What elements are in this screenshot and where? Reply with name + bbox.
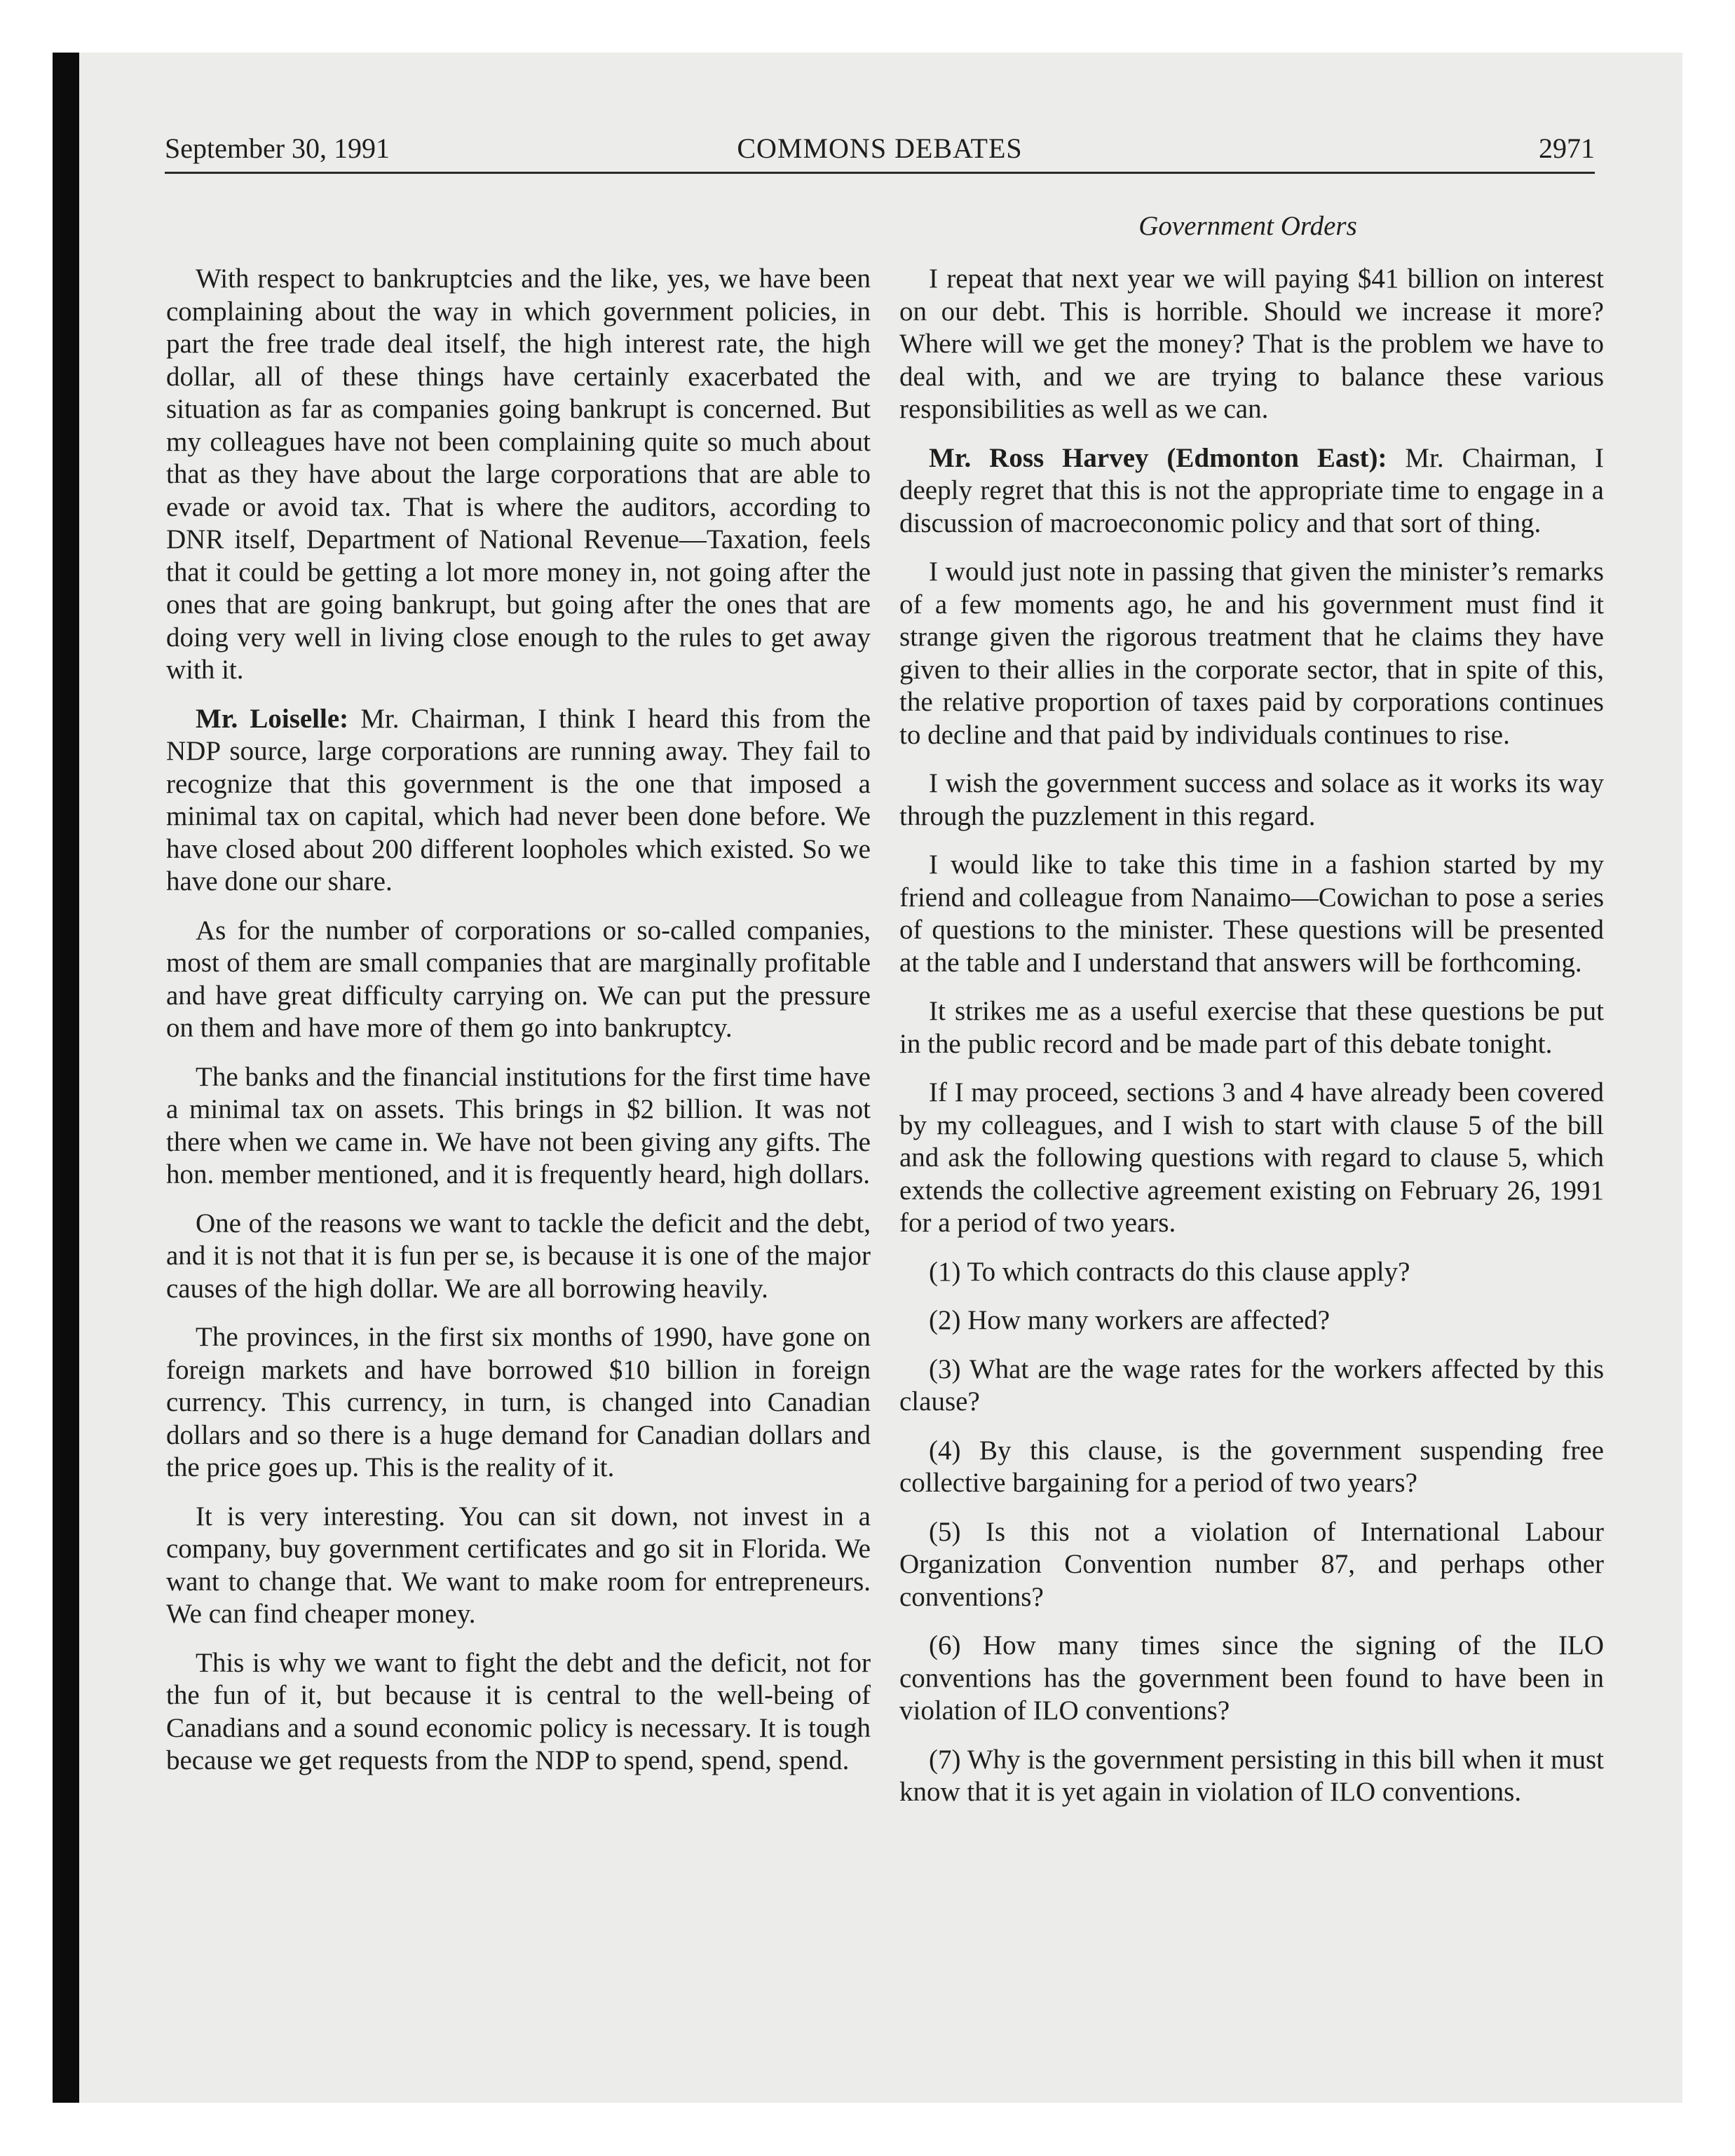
paragraph-text: It strikes me as a useful exercise that these questions be put in the public record and be made part of this debate tonight.: [899, 996, 1604, 1059]
paragraph: [899, 1516, 1604, 1614]
header-rule: [165, 172, 1595, 174]
paragraph: [899, 1630, 1604, 1728]
left-column: [166, 263, 871, 1794]
paragraph-text: (4) By this clause, is the government suspending free collective bargaining for a period of two years?: [899, 1435, 1604, 1498]
paragraph-text: Mr. Chairman, I think I heard this from the NDP source, large corporations are running away. They fail to recognize that this government is the one that imposed a minimal tax on capital, which had never been done before. We have closed about 200 different loopholes which existed. So we have done our share.: [166, 703, 871, 896]
paragraph: [166, 1501, 871, 1631]
paragraph: [166, 1061, 871, 1192]
header-title: COMMONS DEBATES: [737, 132, 1023, 164]
paragraph: [166, 1647, 871, 1778]
paragraph-text: (3) What are the wage rates for the workers affected by this clause?: [899, 1353, 1604, 1417]
paragraph: [899, 995, 1604, 1060]
paragraph: [166, 1321, 871, 1485]
paragraph: [899, 1744, 1604, 1809]
paragraph-text: (1) To which contracts do this clause apply?: [929, 1256, 1410, 1287]
running-header: [165, 128, 1595, 170]
paragraph: [166, 263, 871, 687]
paragraph: [166, 915, 871, 1045]
paragraph: [899, 1256, 1604, 1289]
speaker-name: Mr. Loiselle:: [196, 703, 349, 734]
paragraph-text: If I may proceed, sections 3 and 4 have already been covered by my colleagues, and I wish to start with clause 5 of the bill and ask the following questions with regard to clause 5, which extends the collective agreement existing on February 26, 1991 for a period of two years.: [899, 1077, 1604, 1238]
paragraph-text: As for the number of corporations or so-called companies, most of them are small companies that are marginally profitable and have great difficulty carrying on. We can put the pressure on them and have more of them go into bankruptcy.: [166, 915, 871, 1043]
paragraph-text: I repeat that next year we will paying $41 billion on interest on our debt. This is horrible. Should we increase it more? Where will we get the money? That is the problem we have to deal with, and we are trying to balance these various responsibilities as well as we can.: [899, 264, 1604, 424]
paragraph-text: (6) How many times since the signing of the ILO conventions has the government been found to have been in violation of ILO conventions?: [899, 1630, 1604, 1726]
paragraph: [899, 556, 1604, 751]
paragraph-text: I wish the government success and solace as it works its way through the puzzlement in this regard.: [899, 768, 1604, 831]
paragraph: [899, 442, 1604, 540]
paragraph-text: One of the reasons we want to tackle the deficit and the debt, and it is not that it is fun per se, is because it is one of the major causes of the high dollar. We are all borrowing heavily.: [166, 1208, 871, 1304]
paragraph-text: The provinces, in the first six months of 1990, have gone on foreign markets and have borrowed $10 billion in foreign currency. This currency, in turn, is changed into Canadian dollars and so there is a huge demand for Canadian dollars and the price goes up. This is the reality of it.: [166, 1322, 871, 1482]
paragraph-text: (5) Is this not a violation of International Labour Organization Convention number 87, and perhaps other conventions?: [899, 1516, 1604, 1612]
paragraph-text: I would just note in passing that given the minister’s remarks of a few moments ago, he and his government must find it strange given the rigorous treatment that he claims they have given to their allies in the corporate sector, that in spite of this, the relative proportion of taxes paid by corporations continues to decline and that paid by individuals continues to rise.: [899, 557, 1604, 750]
paragraph: [899, 849, 1604, 979]
paragraph: [899, 767, 1604, 833]
paragraph-text: The banks and the financial institutions for the first time have a minimal tax on assets. This brings in $2 billion. It was not there when we came in. We have not been giving any gifts. The hon. member mentioned, and it is frequently heard, high dollars.: [166, 1061, 871, 1189]
paragraph: [899, 1353, 1604, 1419]
paragraph-text: I would like to take this time in a fashion started by my friend and colleague from Nanaimo—Cowichan to pose a series of questions to the minister. These questions will be presented at the table and I understand that answers will be forthcoming.: [899, 850, 1604, 978]
paragraph: [166, 1208, 871, 1306]
right-column: [899, 263, 1604, 1825]
page-number: 2971: [1539, 132, 1595, 164]
binding-edge: [53, 53, 79, 2103]
paragraph-text: (2) How many workers are affected?: [929, 1305, 1331, 1335]
paragraph-text: It is very interesting. You can sit down, not invest in a company, buy government certificates and go sit in Florida. We want to change that. We want to make room for entrepreneurs. We can find cheaper money.: [166, 1501, 871, 1629]
header-date: September 30, 1991: [165, 132, 390, 164]
paragraph: [899, 1077, 1604, 1240]
paragraph-text: Mr. Chairman, I deeply regret that this is not the appropriate time to engage in a discussion of macroeconomic policy and that sort of thing.: [899, 442, 1604, 538]
section-title: Government Orders: [1138, 211, 1357, 241]
paragraph: [899, 1435, 1604, 1500]
speaker-name: Mr. Ross Harvey (Edmonton East):: [929, 442, 1387, 473]
paragraph-text: This is why we want to fight the debt and the deficit, not for the fun of it, but because it is central to the well-being of Canadians and a sound economic policy is necessary. It is tough because we get requests from the NDP to spend, spend, spend.: [166, 1647, 871, 1775]
paragraph: [166, 703, 871, 899]
paragraph-text: (7) Why is the government persisting in this bill when it must know that it is yet again in violation of ILO conventions.: [899, 1744, 1604, 1807]
paragraph: [899, 1304, 1604, 1337]
paragraph: [899, 263, 1604, 426]
paragraph-text: With respect to bankruptcies and the like, yes, we have been complaining about the way in which government policies, in part the free trade deal itself, the high interest rate, the high dollar, all of these things have certainly exacerbated the situation as far as companies going bankrupt is concerned. But my colleagues have not been complaining quite so much about that as they have about the large corporations that are able to evade or avoid tax. That is where the auditors, according to DNR itself, Department of National Revenue—Taxation, feels that it could be getting a lot more money in, not going after the ones that are going bankrupt, but going after the ones that are doing very well in living close enough to the rules to get away with it.: [166, 264, 871, 685]
